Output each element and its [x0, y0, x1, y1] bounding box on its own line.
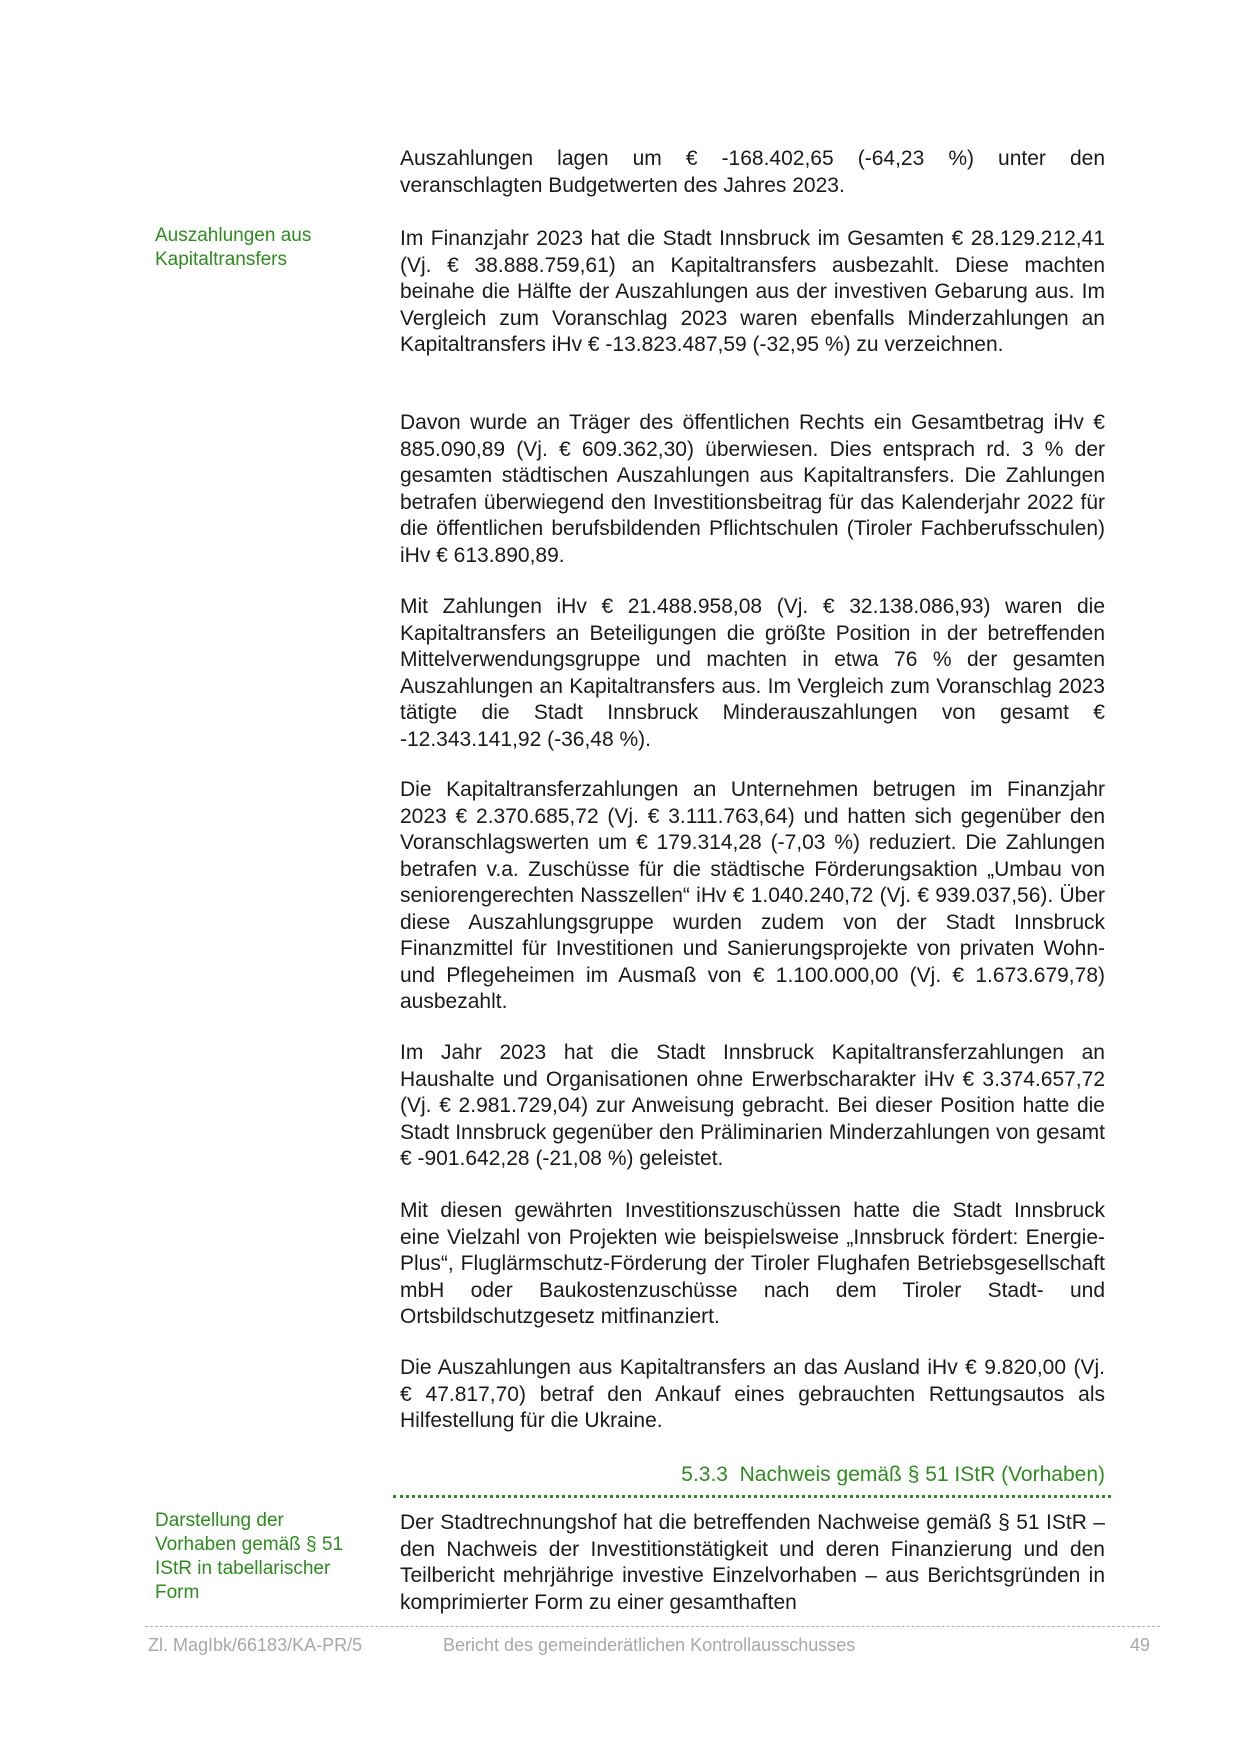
paragraph-5: Die Kapitaltransferzahlungen an Unternehmen betrugen im Finanzjahr 2023 € 2.370.685,72 (Vj. € 3.111.763,64) und hatten sich gegenüber den Voranschlagswerten um € 179.314,28 (-7,03 %) reduziert. Die Zahlungen betrafen v.a. Zuschüsse für die städtische Förderungsaktion „Umbau von seniorengerechten Nasszellen“ iHv € 1.040.240,72 (Vj. € 939.037,56). Über diese Auszahlungsgruppe wurden zudem von der Stadt Innsbruck Finanzmittel für Investitionen und Sanierungsprojekte von privaten Wohn- und Pflegeheimen im Ausmaß von € 1.100.000,00 (Vj. € 1.673.679,78) ausbezahlt. — [400, 778, 1105, 1013]
paragraph-3: Davon wurde an Träger des öffentlichen Rechts ein Gesamtbetrag iHv € 885.090,89 (Vj. € 609.362,30) überwiesen. Dies entsprach rd. 3 % der gesamten städtischen Auszahlungen aus Kapitaltransfers. Die Zahlungen betrafen überwiegend den Investitionsbeitrag für das Kalenderjahr 2022 für die öffentlichen berufsbildenden Pflichtschulen (Tiroler Fachberufsschulen) iHv € 613.890,89. — [400, 411, 1105, 567]
paragraph-4: Mit Zahlungen iHv € 21.488.958,08 (Vj. € 32.138.086,93) waren die Kapitaltransfers an Beteiligungen die größte Position in der betreffenden Mittelverwendungsgruppe und machten in etwa 76 % der gesamten Auszahlungen an Kapitaltransfers aus. Im Vergleich zum Voranschlag 2023 tätigte die Stadt Innsbruck Minderauszahlungen von gesamt € -12.343.141,92 (-36,48 %). — [400, 595, 1105, 751]
paragraph-8: Die Auszahlungen aus Kapitaltransfers an das Ausland iHv € 9.820,00 (Vj. € 47.817,70) betraf den Ankauf eines gebrauchten Rettungsautos als Hilfestellung für die Ukraine. — [400, 1356, 1105, 1432]
footer-reference: Zl. MagIbk/66183/KA-PR/5 — [148, 1635, 363, 1655]
margin-note-darstellung: Darstellung der Vorhaben gemäß § 51 IStR in tabellarischer Form — [155, 1510, 344, 1603]
section-heading: 5.3.3 Nachweis gemäß § 51 IStR (Vorhaben) — [681, 1463, 1105, 1486]
paragraph-2: Im Finanzjahr 2023 hat die Stadt Innsbruck im Gesamten € 28.129.212,41 (Vj. € 38.888.759,61) an Kapitaltransfers ausbezahlt. Diese machten beinahe die Hälfte der Auszahlungen aus der investiven Gebarung aus. Im Vergleich zum Voranschlag 2023 waren ebenfalls Minderzahlungen an Kapitaltransfers iHv € -13.823.487,59 (-32,95 %) zu verzeichnen. — [400, 227, 1105, 356]
paragraph-9: Der Stadtrechnungshof hat die betreffenden Nachweise gemäß § 51 IStR – den Nachweis der Investitionstätigkeit und deren Finanzierung und den Teilbericht mehrjährige investive Einzelvorhaben – aus Berichtsgründen in komprimierter Form zu einer gesamthaften — [400, 1511, 1105, 1614]
paragraph-1: Auszahlungen lagen um € -168.402,65 (-64,23 %) unter den veranschlagten Budgetwerten des Jahres 2023. — [400, 147, 1105, 197]
paragraph-6: Im Jahr 2023 hat die Stadt Innsbruck Kapitaltransferzahlungen an Haushalte und Organisationen ohne Erwerbscharakter iHv € 3.374.657,72 (Vj. € 2.981.729,04) zur Anweisung gebracht. Bei dieser Position hatte die Stadt Innsbruck gegenüber den Präliminarien Minderzahlungen von gesamt € -901.642,28 (-21,08 %) geleistet. — [400, 1041, 1105, 1170]
margin-note-kapitaltransfers: Auszahlungen aus Kapitaltransfers — [155, 225, 312, 270]
footer-title: Bericht des gemeinderätlichen Kontrollausschusses — [443, 1635, 856, 1655]
section-heading-rule — [393, 1495, 1111, 1498]
page-number: 49 — [1129, 1635, 1150, 1655]
footer-rule — [145, 1626, 1160, 1627]
paragraph-7: Mit diesen gewährten Investitionszuschüssen hatte die Stadt Innsbruck eine Vielzahl von Projekten wie beispielsweise „Innsbruck fördert: Energie-Plus“, Fluglärmschutz-Förderung der Tiroler Flughafen Betriebsgesellschaft mbH oder Baukostenzuschüsse nach dem Tiroler Stadt- und Ortsbildschutzgesetz mitfinanziert. — [400, 1199, 1105, 1328]
